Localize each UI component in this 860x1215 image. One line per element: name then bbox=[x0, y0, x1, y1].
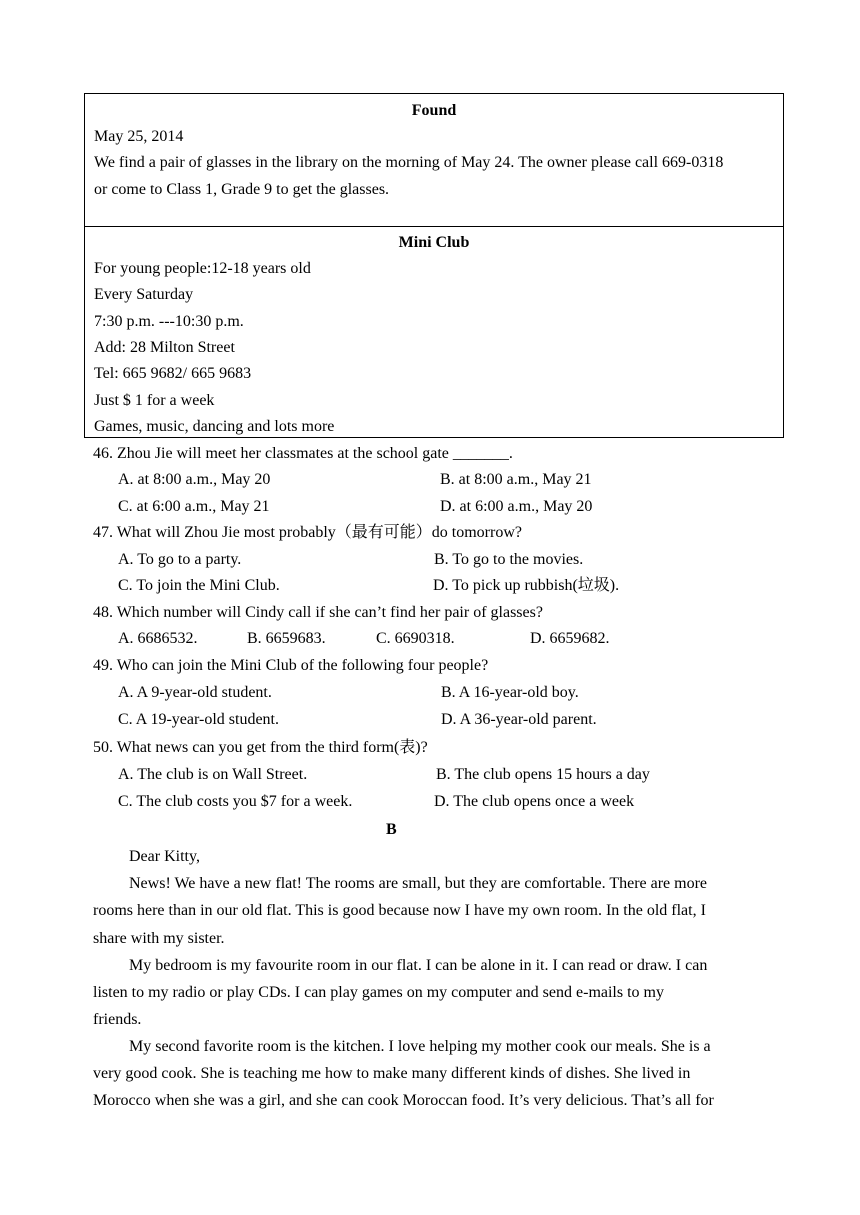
found-date: May 25, 2014 bbox=[94, 128, 184, 145]
option: B. 6659683. bbox=[247, 630, 326, 647]
found-notice bbox=[84, 93, 784, 227]
club-line: Just $ 1 for a week bbox=[94, 392, 215, 409]
option: D. The club opens once a week bbox=[434, 793, 635, 810]
club-line: Tel: 665 9682/ 665 9683 bbox=[94, 365, 252, 382]
club-line: Add: 28 Milton Street bbox=[94, 339, 235, 356]
option: A. 6686532. bbox=[118, 630, 198, 647]
question-49-stem: 49. Who can join the Mini Club of the following four people? bbox=[93, 657, 489, 674]
option: C. A 19-year-old student. bbox=[118, 711, 279, 728]
letter-line: friends. bbox=[93, 1011, 142, 1028]
option: B. The club opens 15 hours a day bbox=[436, 766, 650, 783]
letter-greeting: Dear Kitty, bbox=[129, 848, 200, 865]
club-title: Mini Club bbox=[398, 234, 470, 251]
letter-line: Morocco when she was a girl, and she can cook Moroccan food. It’s very delicious. That’s all for bbox=[93, 1092, 714, 1109]
found-title: Found bbox=[411, 102, 457, 119]
option: C. The club costs you $7 for a week. bbox=[118, 793, 353, 810]
option: D. at 6:00 a.m., May 20 bbox=[440, 498, 593, 515]
option: D. To pick up rubbish(垃圾). bbox=[433, 577, 620, 594]
letter-line: News! We have a new flat! The rooms are small, but they are comfortable. There are more bbox=[129, 875, 708, 892]
option: C. at 6:00 a.m., May 21 bbox=[118, 498, 270, 515]
mini-club-notice bbox=[84, 226, 784, 438]
question-48-stem: 48. Which number will Cindy call if she can’t find her pair of glasses? bbox=[93, 604, 543, 621]
question-50-stem: 50. What news can you get from the third form(表)? bbox=[93, 739, 428, 756]
letter-line: My bedroom is my favourite room in our flat. I can be alone in it. I can read or draw. I can bbox=[129, 957, 708, 974]
letter-line: share with my sister. bbox=[93, 930, 225, 947]
option: A. A 9-year-old student. bbox=[118, 684, 272, 701]
letter-line: listen to my radio or play CDs. I can play games on my computer and send e-mails to my bbox=[93, 984, 664, 1001]
option: A. To go to a party. bbox=[118, 551, 242, 568]
question-46-stem: 46. Zhou Jie will meet her classmates at the school gate _______. bbox=[93, 445, 513, 462]
club-line: Every Saturday bbox=[94, 286, 194, 303]
option: C. 6690318. bbox=[376, 630, 455, 647]
option: B. To go to the movies. bbox=[434, 551, 584, 568]
option: C. To join the Mini Club. bbox=[118, 577, 280, 594]
option: B. at 8:00 a.m., May 21 bbox=[440, 471, 592, 488]
found-body-line-2: or come to Class 1, Grade 9 to get the glasses. bbox=[94, 181, 390, 198]
found-body-line-1: We find a pair of glasses in the library on the morning of May 24. The owner please call 669-0318 bbox=[94, 154, 724, 171]
letter-line: My second favorite room is the kitchen. I love helping my mother cook our meals. She is a bbox=[129, 1038, 711, 1055]
option: B. A 16-year-old boy. bbox=[441, 684, 579, 701]
letter-line: rooms here than in our old flat. This is good because now I have my own room. In the old flat, I bbox=[93, 902, 706, 919]
option: A. at 8:00 a.m., May 20 bbox=[118, 471, 271, 488]
question-47-stem: 47. What will Zhou Jie most probably（最有可能）do tomorrow? bbox=[93, 524, 522, 541]
option: D. 6659682. bbox=[530, 630, 610, 647]
letter-line: very good cook. She is teaching me how to make many different kinds of dishes. She lived in bbox=[93, 1065, 691, 1082]
club-line: Games, music, dancing and lots more bbox=[94, 418, 335, 435]
section-heading: B bbox=[386, 821, 397, 838]
club-line: 7:30 p.m. ---10:30 p.m. bbox=[94, 313, 244, 330]
option: A. The club is on Wall Street. bbox=[118, 766, 308, 783]
option: D. A 36-year-old parent. bbox=[441, 711, 597, 728]
club-line: For young people:12-18 years old bbox=[94, 260, 311, 277]
